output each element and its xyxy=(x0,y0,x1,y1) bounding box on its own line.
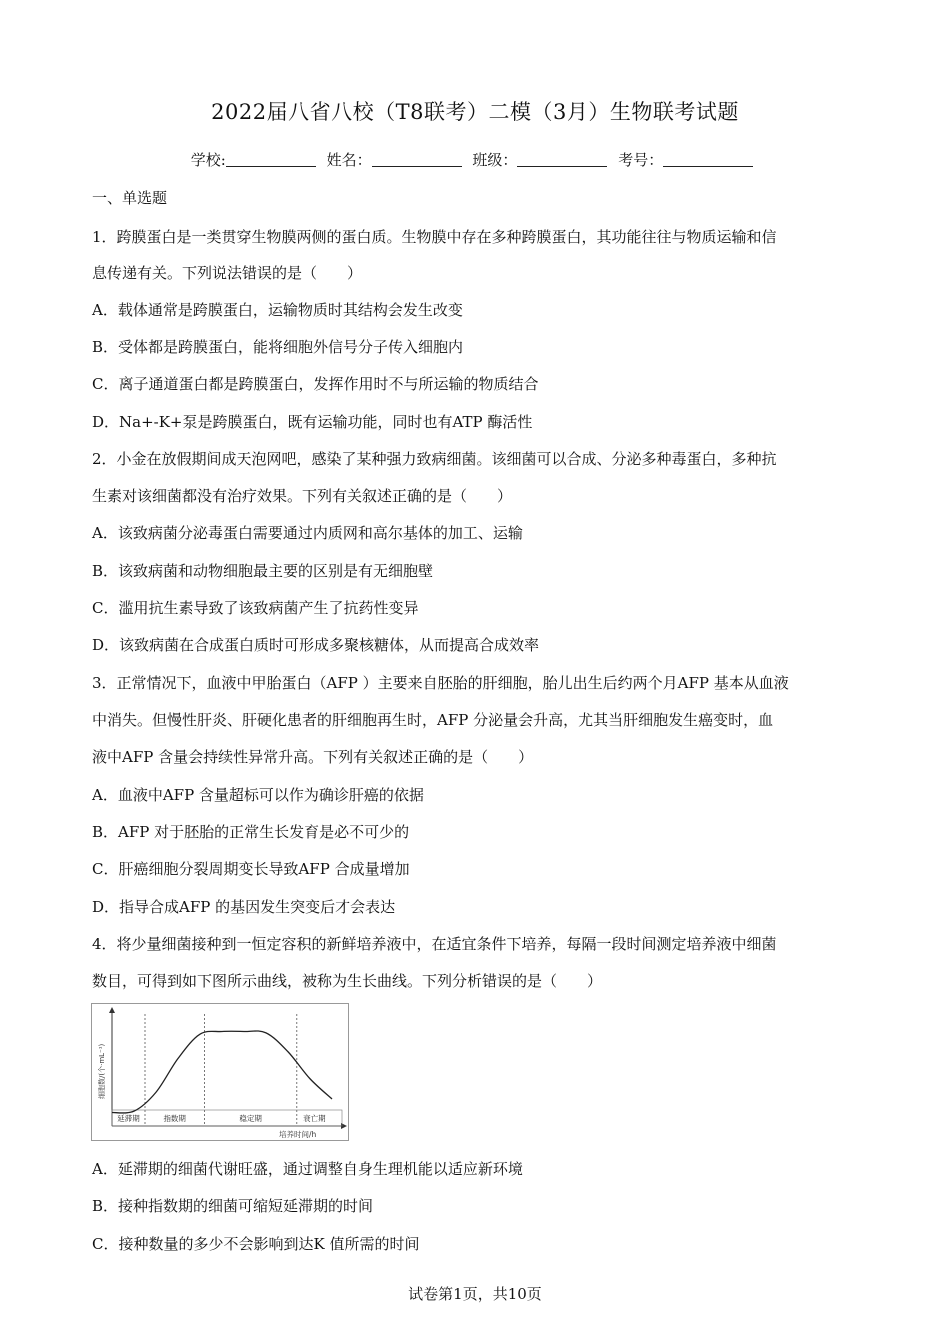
name-blank[interactable] xyxy=(372,152,462,167)
q4-stem-line-1: 4．将少量细菌接种到一恒定容积的新鲜培养液中，在适宜条件下培养，每隔一段时间测定培养液中细菌 xyxy=(92,935,777,953)
q1-stem-line-1: 1．跨膜蛋白是一类贯穿生物膜两侧的蛋白质。生物膜中存在多种跨膜蛋白，其功能往往与物质运输和信 xyxy=(92,228,777,246)
q4-option-c: C．接种数量的多少不会影响到达K 值所需的时间 xyxy=(92,1235,420,1253)
school-label: 学校: xyxy=(190,151,226,169)
page-footer: 试卷第1页，共10页 xyxy=(408,1285,542,1303)
phase-label: 延滞期 xyxy=(117,1114,140,1123)
q4-stem-line-2: 数目，可得到如下图所示曲线，被称为生长曲线。下列分析错误的是（ ） xyxy=(92,972,603,990)
q2-stem-line-1: 2．小金在放假期间成天泡网吧，感染了某种强力致病细菌。该细菌可以合成、分泌多种毒蛋白，多种抗 xyxy=(92,450,777,468)
class-label: 班级： xyxy=(472,151,518,169)
growth-curve-chart xyxy=(92,1004,348,1140)
q4-option-b: B．接种指数期的细菌可缩短延滞期的时间 xyxy=(92,1197,374,1215)
growth-curve-figure xyxy=(91,1003,349,1141)
q1-option-c: C．离子通道蛋白都是跨膜蛋白，发挥作用时不与所运输的物质结合 xyxy=(92,375,539,393)
q1-stem-line-2: 息传递有关。下列说法错误的是（ ） xyxy=(92,264,363,282)
x-axis-label: 培养时间/h xyxy=(279,1130,317,1139)
q4-option-a: A．延滞期的细菌代谢旺盛，通过调整自身生理机能以适应新环境 xyxy=(92,1160,523,1178)
q3-stem-line-1: 3．正常情况下，血液中甲胎蛋白（AFP ）主要来自胚胎的肝细胞，胎儿出生后约两个月AFP 基本从血液 xyxy=(92,674,789,692)
y-axis-label: 细胞数/(个·mL⁻¹) xyxy=(98,1043,106,1099)
student-info-line xyxy=(0,149,950,170)
name-label: 姓名： xyxy=(326,151,372,169)
q1-option-a: A．载体通常是跨膜蛋白，运输物质时其结构会发生改变 xyxy=(92,301,463,319)
q2-option-b: B．该致病菌和动物细胞最主要的区别是有无细胞壁 xyxy=(92,562,434,580)
school-blank[interactable] xyxy=(226,152,316,167)
phase-label: 稳定期 xyxy=(239,1114,262,1123)
exam-no-label: 考号： xyxy=(618,151,664,169)
q3-option-b: B．AFP 对于胚胎的正常生长发育是必不可少的 xyxy=(92,823,410,841)
class-blank[interactable] xyxy=(517,152,607,167)
q1-option-b: B．受体都是跨膜蛋白，能将细胞外信号分子传入细胞内 xyxy=(92,338,464,356)
phase-label: 衰亡期 xyxy=(303,1114,326,1123)
q2-option-a: A．该致病菌分泌毒蛋白需要通过内质网和高尔基体的加工、运输 xyxy=(92,524,523,542)
exam-no-blank[interactable] xyxy=(663,152,753,167)
q2-stem-line-2: 生素对该细菌都没有治疗效果。下列有关叙述正确的是（ ） xyxy=(92,487,513,505)
page-title: 2022届八省八校（T8联考）二模（3月）生物联考试题 xyxy=(211,100,739,124)
q2-option-c: C．滥用抗生素导致了该致病菌产生了抗药性变异 xyxy=(92,599,419,617)
q3-stem-line-2: 中消失。但慢性肝炎、肝硬化患者的肝细胞再生时，AFP 分泌量会升高，尤其当肝细胞发生癌变时，血 xyxy=(92,711,774,729)
q2-option-d: D．该致病菌在合成蛋白质时可形成多聚核糖体，从而提高合成效率 xyxy=(92,636,540,654)
q3-option-c: C．肝癌细胞分裂周期变长导致AFP 合成量增加 xyxy=(92,860,410,878)
phase-label: 指数期 xyxy=(163,1114,186,1123)
q3-option-d: D．指导合成AFP 的基因发生突变后才会表达 xyxy=(92,898,396,916)
q1-option-d: D．Na+-K+泵是跨膜蛋白，既有运输功能，同时也有ATP 酶活性 xyxy=(92,413,533,431)
q3-option-a: A．血液中AFP 含量超标可以作为确诊肝癌的依据 xyxy=(92,786,424,804)
section-heading: 一、单选题 xyxy=(92,189,168,207)
q3-stem-line-3: 液中AFP 含量会持续性异常升高。下列有关叙述正确的是（ ） xyxy=(92,748,534,766)
